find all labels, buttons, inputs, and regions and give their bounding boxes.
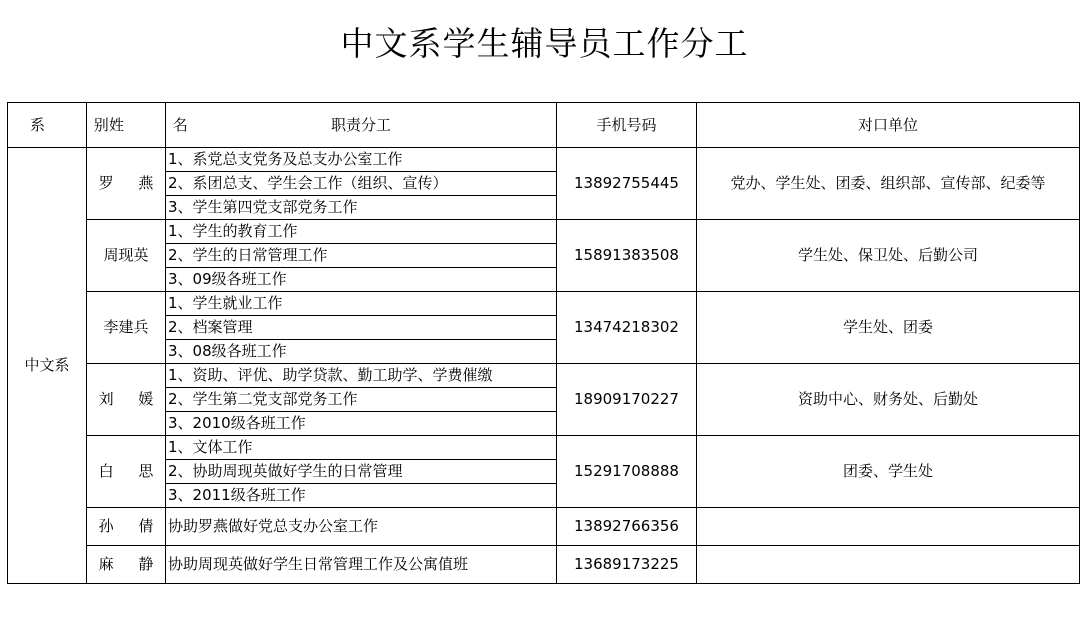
table-row [8,546,1080,584]
phone-number: 13892755445 [557,148,697,220]
duty-item: 协助罗燕做好党总支办公室工作 [166,508,557,546]
duty-item: 1、学生就业工作 [166,292,557,316]
duty-item: 2、档案管理 [166,316,557,340]
duty-table [7,102,1080,584]
duty-item: 3、学生第四党支部党务工作 [166,196,557,220]
duty-item: 2、协助周现英做好学生的日常管理 [166,460,557,484]
duty-item: 3、2011级各班工作 [166,484,557,508]
phone-number: 13689173225 [557,546,697,584]
duty-item: 2、系团总支、学生会工作（组织、宣传） [166,172,557,196]
duty-item: 1、资助、评优、助学贷款、勤工助学、学费催缴 [166,364,557,388]
counselor-name: 李建兵 [87,292,166,364]
header-name: 姓 名 [87,103,166,148]
department-cell: 中文系 [8,148,87,584]
counselor-name: 白 思 [87,436,166,508]
duty-item: 1、文体工作 [166,436,557,460]
phone-number: 13474218302 [557,292,697,364]
phone-number: 15891383508 [557,220,697,292]
counselor-name: 周现英 [87,220,166,292]
duty-item: 2、学生第二党支部党务工作 [166,388,557,412]
phone-number: 15291708888 [557,436,697,508]
table-row [8,220,1080,244]
liaison-unit: 学生处、保卫处、后勤公司 [697,220,1080,292]
counselor-name: 孙 倩 [87,508,166,546]
table-row [8,292,1080,316]
liaison-unit [697,546,1080,584]
duty-item: 3、08级各班工作 [166,340,557,364]
duty-item: 1、系党总支党务及总支办公室工作 [166,148,557,172]
duty-item: 3、09级各班工作 [166,268,557,292]
header-dept: 系 别 [8,103,87,148]
header-phone: 手机号码 [557,103,697,148]
liaison-unit [697,508,1080,546]
duty-item: 协助周现英做好学生日常管理工作及公寓值班 [166,546,557,584]
liaison-unit: 学生处、团委 [697,292,1080,364]
liaison-unit: 团委、学生处 [697,436,1080,508]
phone-number: 13892766356 [557,508,697,546]
page-title: 中文系学生辅导员工作分工 [340,24,749,63]
header-duties: 职责分工 [166,103,557,148]
table-row [8,364,1080,388]
table-header-row [8,103,1080,148]
duty-item: 2、学生的日常管理工作 [166,244,557,268]
table-row [8,508,1080,546]
duty-item: 1、学生的教育工作 [166,220,557,244]
header-unit: 对口单位 [697,103,1080,148]
counselor-name: 麻 静 [87,546,166,584]
table-row [8,436,1080,460]
counselor-name: 刘 媛 [87,364,166,436]
liaison-unit: 资助中心、财务处、后勤处 [697,364,1080,436]
phone-number: 18909170227 [557,364,697,436]
duty-item: 3、2010级各班工作 [166,412,557,436]
table-row [8,148,1080,172]
liaison-unit: 党办、学生处、团委、组织部、宣传部、纪委等 [697,148,1080,220]
counselor-name: 罗 燕 [87,148,166,220]
